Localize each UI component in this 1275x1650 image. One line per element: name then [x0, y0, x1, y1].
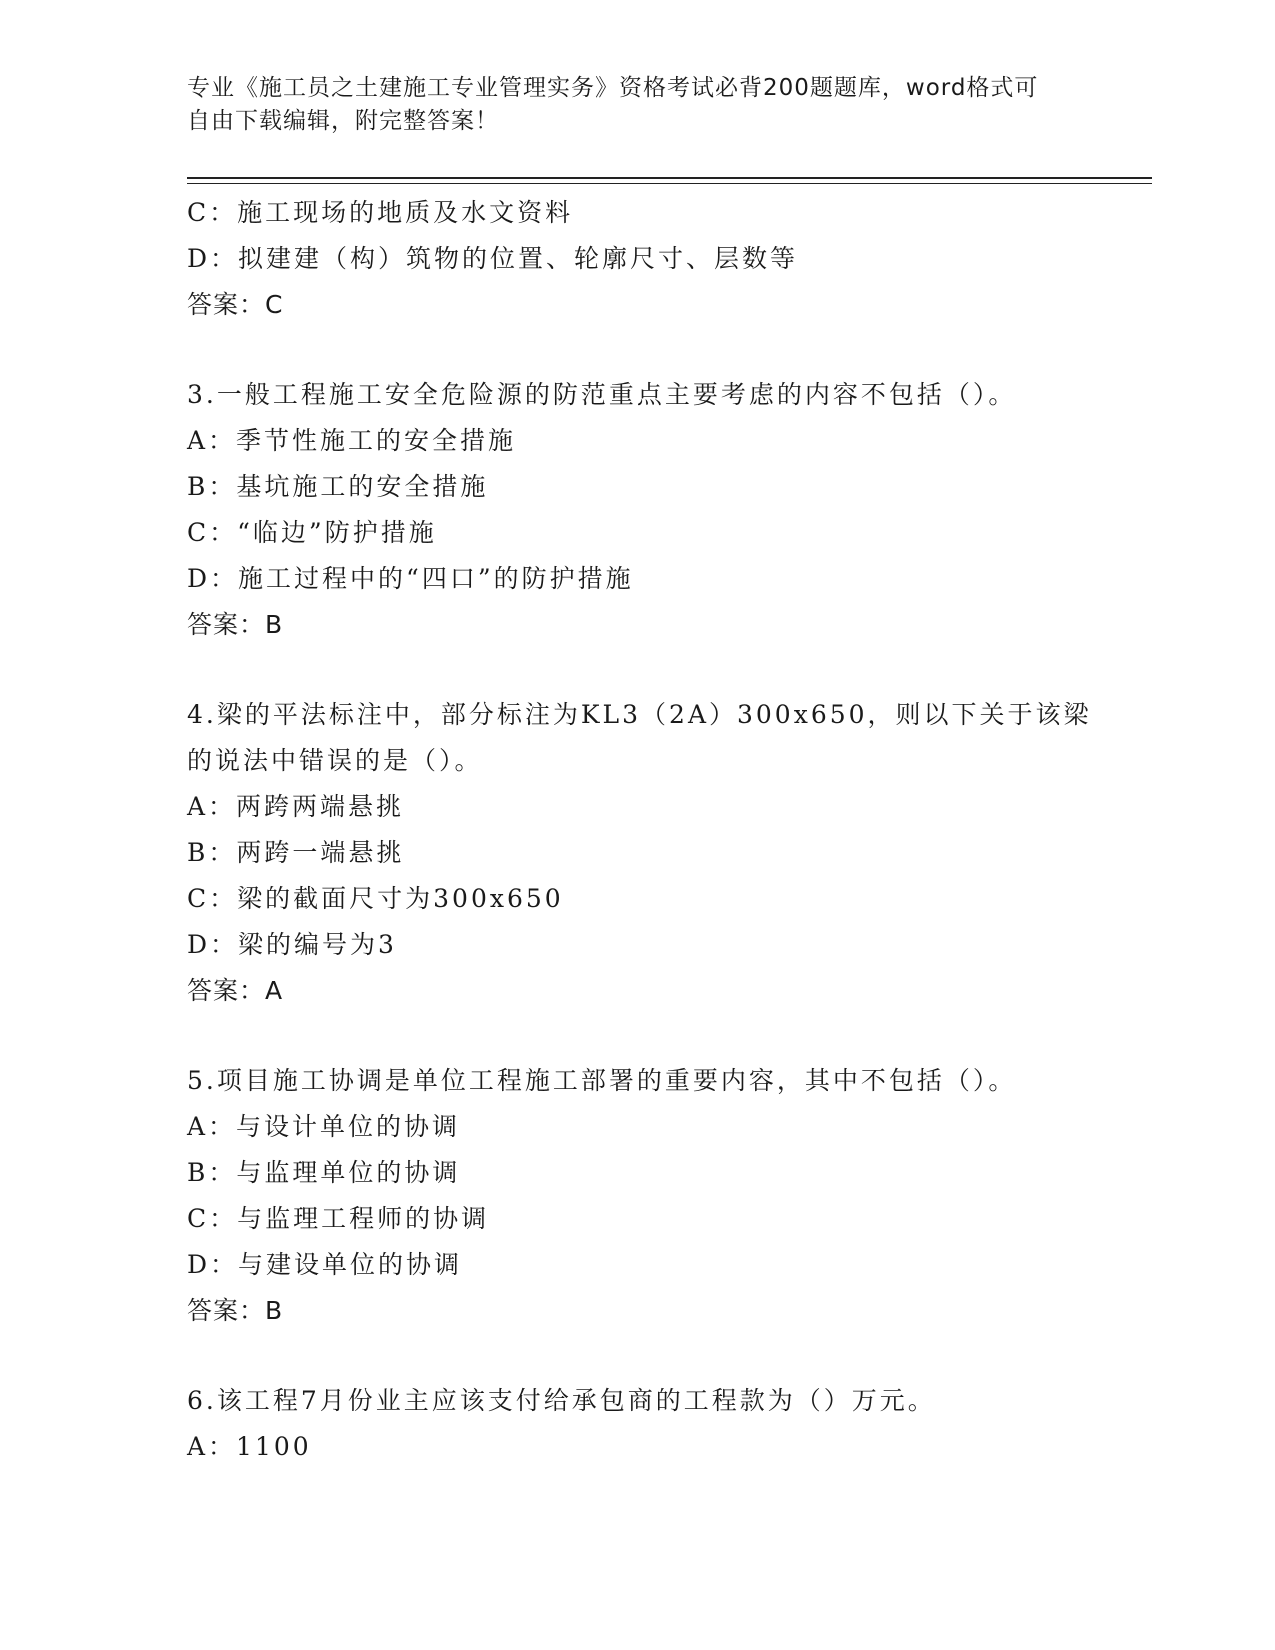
question-stem: 6.该工程7月份业主应该支付给承包商的工程款为（）万元。 [187, 1386, 936, 1415]
header-line-1: 专业《施工员之土建施工专业管理实务》资格考试必背200题题库，word格式可 [187, 75, 1039, 101]
question-list [187, 190, 1092, 1470]
option-a: A：1100 [187, 1432, 312, 1461]
option-d: D：与建设单位的协调 [187, 1250, 463, 1279]
question-block [187, 190, 1087, 328]
option-b: B：基坑施工的安全措施 [187, 472, 489, 501]
question-block [187, 372, 1087, 648]
spacer [187, 1334, 1087, 1378]
option-c: C：梁的截面尺寸为300x650 [187, 884, 564, 913]
question-stem: 5.项目施工协调是单位工程施工部署的重要内容，其中不包括（）。 [187, 1066, 1017, 1095]
option-a: A：季节性施工的安全措施 [187, 426, 517, 455]
answer-line: 答案：A [187, 976, 284, 1005]
option-b: B：两跨一端悬挑 [187, 838, 405, 867]
question-block [187, 1378, 1087, 1470]
question-stem-continued: 的说法中错误的是（）。 [187, 746, 483, 775]
header-rule-thick [187, 177, 1152, 179]
question-block [187, 1058, 1087, 1334]
option-a: A：与设计单位的协调 [187, 1112, 461, 1141]
option-b: B：与监理单位的协调 [187, 1158, 461, 1187]
document-header [187, 72, 1067, 138]
question-stem: 3.一般工程施工安全危险源的防范重点主要考虑的内容不包括（）。 [187, 380, 1017, 409]
answer-line: 答案：B [187, 610, 284, 639]
question-stem: 4.梁的平法标注中，部分标注为KL3（2A）300x650，则以下关于该梁 [187, 700, 1092, 729]
option-a: A：两跨两端悬挑 [187, 792, 405, 821]
header-line-2: 自由下载编辑，附完整答案！ [187, 108, 499, 134]
option-c: C：与监理工程师的协调 [187, 1204, 490, 1233]
spacer [187, 328, 1087, 372]
option-c: C：“临边”防护措施 [187, 518, 437, 547]
option-d: D：拟建建（构）筑物的位置、轮廓尺寸、层数等 [187, 244, 799, 273]
option-d: D：施工过程中的“四口”的防护措施 [187, 564, 634, 593]
question-block [187, 692, 1092, 1014]
option-d: D：梁的编号为3 [187, 930, 397, 959]
header-rule-thin [187, 183, 1152, 184]
spacer [187, 1014, 1087, 1058]
option-c: C：施工现场的地质及水文资料 [187, 198, 574, 227]
answer-line: 答案：B [187, 1296, 284, 1325]
spacer [187, 648, 1087, 692]
answer-line: 答案：C [187, 290, 284, 319]
